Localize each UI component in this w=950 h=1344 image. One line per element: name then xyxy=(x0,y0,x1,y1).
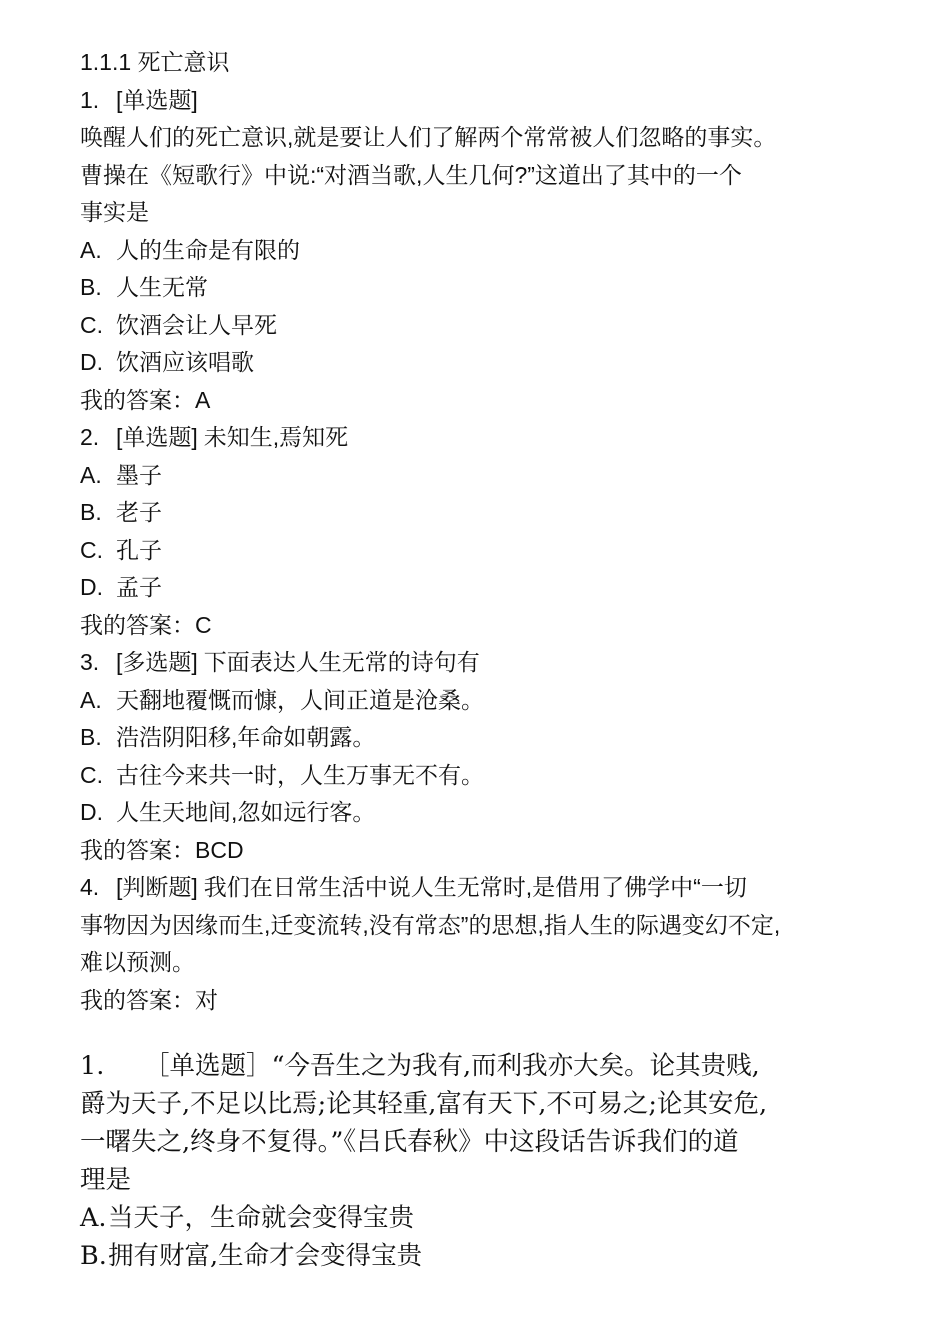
option-letter: A. xyxy=(80,236,102,263)
question-stem: 未知生,焉知死 xyxy=(203,424,349,450)
option-text: 人的生命是有限的 xyxy=(116,236,300,263)
section-title: 1.1.1 死亡意识 xyxy=(80,49,230,75)
second-part xyxy=(80,1047,880,1275)
option-letter: B. xyxy=(80,1241,107,1271)
option-text: 当天子，生命就会变得宝贵 xyxy=(108,1203,415,1233)
my-answer xyxy=(80,607,880,645)
option-a xyxy=(80,232,880,270)
option-letter: D. xyxy=(80,574,103,600)
question-stem-line: 一曙失之,终身不复得。”《吕氏春秋》中这段话告诉我们的道 xyxy=(80,1127,739,1157)
option-d xyxy=(80,569,880,607)
option-text: 拥有财富,生命才会变得宝贵 xyxy=(108,1241,423,1271)
my-answer xyxy=(80,832,880,870)
option-letter: D. xyxy=(80,799,103,825)
answer-label: 我的答案： xyxy=(80,986,195,1013)
option-letter: C. xyxy=(80,761,103,788)
option-c xyxy=(80,532,880,570)
option-b xyxy=(80,1237,880,1275)
question-4 xyxy=(80,869,880,1019)
option-a xyxy=(80,457,880,495)
option-a xyxy=(80,1199,880,1237)
option-letter: A. xyxy=(80,686,102,713)
question-1 xyxy=(80,82,880,420)
option-text: 饮酒会让人早死 xyxy=(116,311,277,338)
option-b xyxy=(80,719,880,757)
question-type: [判断题] xyxy=(116,874,198,900)
question-header xyxy=(80,1047,880,1085)
question-stem: “今吾生之为我有,而利我亦大矣。论其贵贱, xyxy=(271,1051,760,1081)
question-type: [多选题] xyxy=(116,649,198,675)
option-text: 墨子 xyxy=(116,461,162,488)
question-stem-line: 难以预测。 xyxy=(80,949,195,975)
question-number: 1. xyxy=(80,86,100,113)
question-number: 4. xyxy=(80,874,100,900)
question-stem-line: 事物因为因缘而生,迁变流转,没有常态”的思想,指人生的际遇变幻不定, xyxy=(80,911,781,938)
option-text: 天翻地覆慨而慷，人间正道是沧桑。 xyxy=(116,686,484,713)
answer-label: 我的答案： xyxy=(80,386,195,413)
answer-value: C xyxy=(195,611,212,638)
answer-value: A xyxy=(195,386,211,413)
question-stem: 我们在日常生活中说人生无常时,是借用了佛学中“一切 xyxy=(203,874,747,900)
question-header xyxy=(80,419,880,457)
question-stem-line: 理是 xyxy=(80,1165,132,1195)
answer-value: 对 xyxy=(195,986,218,1013)
option-text: 孔子 xyxy=(116,536,162,563)
option-letter: A. xyxy=(80,461,102,488)
option-letter: A. xyxy=(80,1203,107,1233)
question-stem-line: 曹操在《短歌行》中说:“对酒当歌,人生几何?”这道出了其中的一个 xyxy=(80,161,742,188)
question-number: 2. xyxy=(80,424,100,450)
question-type: ［单选题］ xyxy=(144,1051,272,1081)
question-type: [单选题] xyxy=(116,424,198,450)
question-2 xyxy=(80,419,880,644)
option-letter: B. xyxy=(80,499,102,525)
question-header xyxy=(80,869,880,907)
option-text: 人生天地间,忽如远行客。 xyxy=(116,799,376,825)
option-text: 孟子 xyxy=(116,574,162,600)
option-text: 古往今来共一时，人生万事无不有。 xyxy=(116,761,484,788)
question-3 xyxy=(80,644,880,869)
option-letter: C. xyxy=(80,536,103,563)
option-text: 饮酒应该唱歌 xyxy=(116,349,254,375)
my-answer xyxy=(80,982,880,1020)
question-stem-line: 爵为天子,不足以比焉;论其轻重,富有天下,不可易之;论其安危, xyxy=(80,1089,768,1119)
option-c xyxy=(80,757,880,795)
option-letter: D. xyxy=(80,349,103,375)
option-b xyxy=(80,269,880,307)
answer-label: 我的答案： xyxy=(80,611,195,638)
question-number: 3. xyxy=(80,649,100,675)
option-b xyxy=(80,494,880,532)
my-answer xyxy=(80,382,880,420)
question-type: [单选题] xyxy=(116,86,198,113)
option-text: 人生无常 xyxy=(116,274,208,300)
option-text: 浩浩阴阳移,年命如朝露。 xyxy=(116,724,376,750)
question-number: 1. xyxy=(80,1051,105,1081)
answer-label: 我的答案： xyxy=(80,836,195,863)
question-stem-line: 事实是 xyxy=(80,199,149,225)
answer-value: BCD xyxy=(195,836,244,863)
question-header xyxy=(80,82,880,120)
option-text: 老子 xyxy=(116,499,162,525)
question-header xyxy=(80,644,880,682)
question-stem-line: 唤醒人们的死亡意识,就是要让人们了解两个常常被人们忽略的事实。 xyxy=(80,124,777,150)
option-d xyxy=(80,344,880,382)
option-d xyxy=(80,794,880,832)
option-c xyxy=(80,307,880,345)
question-stem: 下面表达人生无常的诗句有 xyxy=(203,649,480,675)
option-letter: B. xyxy=(80,724,102,750)
document-page xyxy=(80,44,880,1275)
option-a xyxy=(80,682,880,720)
option-letter: C. xyxy=(80,311,103,338)
option-letter: B. xyxy=(80,274,102,300)
